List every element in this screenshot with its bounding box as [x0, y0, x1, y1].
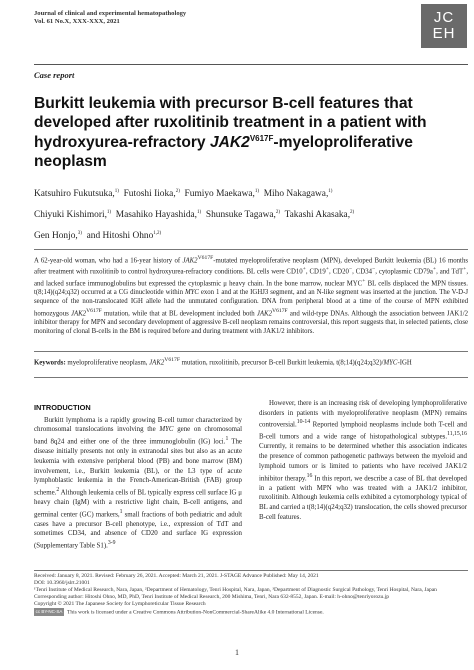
body-divider	[34, 377, 468, 378]
article-type: Case report	[34, 70, 75, 80]
cc-license-icon: cc BY-NC-SA	[35, 608, 63, 614]
footer-divider	[34, 570, 468, 571]
keywords-divider	[34, 351, 468, 352]
received-dates: Received: January 8, 2021. Revised: February 26, 2021. Accepted: March 21, 2021. J-STAGE Advance Published: May 14, 2021	[34, 573, 319, 579]
abstract: A 62-year-old woman, who had a 16-year history of $JAK2^{V617F}$-mutated myeloproliferative neoplasm (MPN), developed Burkitt leukemia (BL) 16 months after treatment with ruxolitinib to control hydroxyurea-refractory conditions. BL cells were CD10+, CD19+, CD20−, CD34−, cytoplasmic CD79a+, and TdT+, and lacked surface immunoglobulins but expressed the cytoplasmic μ heavy chain. In the bone marrow, nuclear MYC+ BL cells displaced the MPN tissues. t(8;14)(q24;q32) occurred at a CG dinucleotide within MYC exon 1 and at the IGHJ3 segment, and an N-like segment was inserted at the junction. The V-D-J sequence of the non-translocated IGH allele had the unmutated configuration. DNA from peripheral blood at a time of the course of MPN exhibited homozygous $JAK2^{V617F}$ mutation, while that at BL development included both $JAK2^{V617F}$ and wild-type DNAs. Although the association between JAK1/2 inhibitor therapy for MPN and secondary development of aggressive B-cell neoplasm remains controversial, this report suggests that, in selected patients, close monitoring of clonal B-cells in the BM is required before and during treatment with JAK1/2 inhibitors.	[34, 255, 469, 336]
footer	[34, 573, 468, 616]
license: cc BY-NC-SA This work is licensed under a Creative Commons Attribution-NonCommercial-ShareAlike 4.0 International License.	[35, 608, 324, 615]
body-column-left	[34, 403, 242, 551]
intro-paragraph: Burkitt lymphoma is a rapidly growing B-cell tumor characterized by chromosomal translocations involving the MYC gene on chromosomal band 8q24 and either one of the three immunoglobulin (IG) loci.$^1$ The disease initially presents not only in extranodal sites but also as an acute leukemia with extensive peripheral blood (PB) and bone marrow (BM) involvement, i.e., Burkitt leukemia (BL), or the L3 type of acute lymphoblastic leukemia in the French-American-British (FAB) group scheme.$^2$ Although leukemia cells of BL typically express cell surface IG μ heavy chain (IgM) with a restrictive light chain, B-cell antigens, and germinal center (GC) markers,$^1$ small fractions of both pediatric and adult cases have a precursor B-cell phenotype, i.e., expression of TdT and sometimes CD34, and absence of CD20 and surface IG expression (Supplementary Table S1).$^{3-9}$	[34, 416, 242, 550]
journal-name: Journal of clinical and experimental hematopathology	[34, 10, 187, 17]
journal-header	[34, 10, 364, 27]
section-heading-introduction: INTRODUCTION	[34, 403, 91, 412]
article-title: Burkitt leukemia with precursor B-cell features that developed after ruxolitinib treatment in a patient with hydroxyurea-refractory $JAK2^{V617F}$-myeloproliferative neoplasm	[34, 95, 427, 171]
intro-paragraph: However, there is an increasing risk of developing lymphoproliferative disorders in patients with myeloproliferative neoplasm (MPN) remains controversial.$^{10-14}$ Reported lymphoid neoplasms include both T-cell and B-cell tumors and a wide range of histopathological subtypes.$^{11,15,16}$ Currently, it remains to be determined whether this association indicates the presence of common pathogenetic pathways between the myeloid and lymphoid tumors or is limited to patients who have received JAK1/2 inhibitor therapy.$^{16}$ In this report, we describe a case of BL that developed in a patient with MPN who was treated with a JAK1/2 inhibitor, ruxolitinib. Although leukemia cells exhibited a cytomorphology typical of BL and carried a t(8;14)(q24;q32) translocation, the cells showed precursor B-cell features.	[259, 400, 467, 521]
body-column-right	[259, 399, 467, 522]
affiliations: ¹Tenri Institute of Medical Research, Nara, Japan, ²Department of Hematology, Tenri Hospital, Nara, Japan, ³Department of Diagnostic Surgical Pathology, Tenri Hospital, Nara, Japan	[34, 586, 437, 593]
author-list	[34, 183, 454, 245]
author: and Hitoshi Ohno$^{1,2)}$	[86, 230, 162, 241]
author: Gen Honjo,$^{3)}$	[34, 230, 82, 241]
author: Masahiko Hayashida,$^{1)}$	[115, 209, 202, 220]
author: Takashi Akasaka,$^{2)}$	[284, 209, 355, 220]
keywords: Keywords: myeloproliferative neoplasm, $JAK2^{V617F}$ mutation, ruxolitinib, precursor B-cell Burkitt leukemia, t(8;14)(q24;q32)/MYC-IGH	[34, 357, 412, 367]
abstract-divider-top	[34, 249, 468, 250]
journal-volume: Vol. 61 No.X, XXX-XXX, 2021	[34, 18, 120, 26]
copyright: Copyright © 2021 The Japanese Society for Lymphoreticular Tissue Research	[34, 600, 206, 607]
header-divider	[34, 64, 468, 65]
author: Futoshi Iioka,$^{2)}$	[123, 189, 180, 200]
author: Shunsuke Tagawa,$^{2)}$	[205, 209, 281, 220]
author: Chiyuki Kishimori,$^{1)}$	[34, 209, 112, 220]
author: Miho Nakagawa,$^{1)}$	[263, 189, 333, 200]
journal-logo-icon: JC EH	[421, 4, 467, 48]
author: Fumiyo Maekawa,$^{1)}$	[184, 189, 260, 200]
author: Katsuhiro Fukutsuka,$^{1)}$	[34, 189, 119, 200]
doi: DOI: 10.3960/jslrt.21001	[34, 579, 90, 586]
page-number: 1	[235, 648, 239, 657]
corresponding-author: Corresponding author: Hitoshi Ohno, MD, PhD, Tenri Institute of Medical Research, 200 Mishima, Tenri, Nara 632-8552, Japan. E-mail: h-ohno@tenriyorozu.jp	[34, 593, 389, 600]
